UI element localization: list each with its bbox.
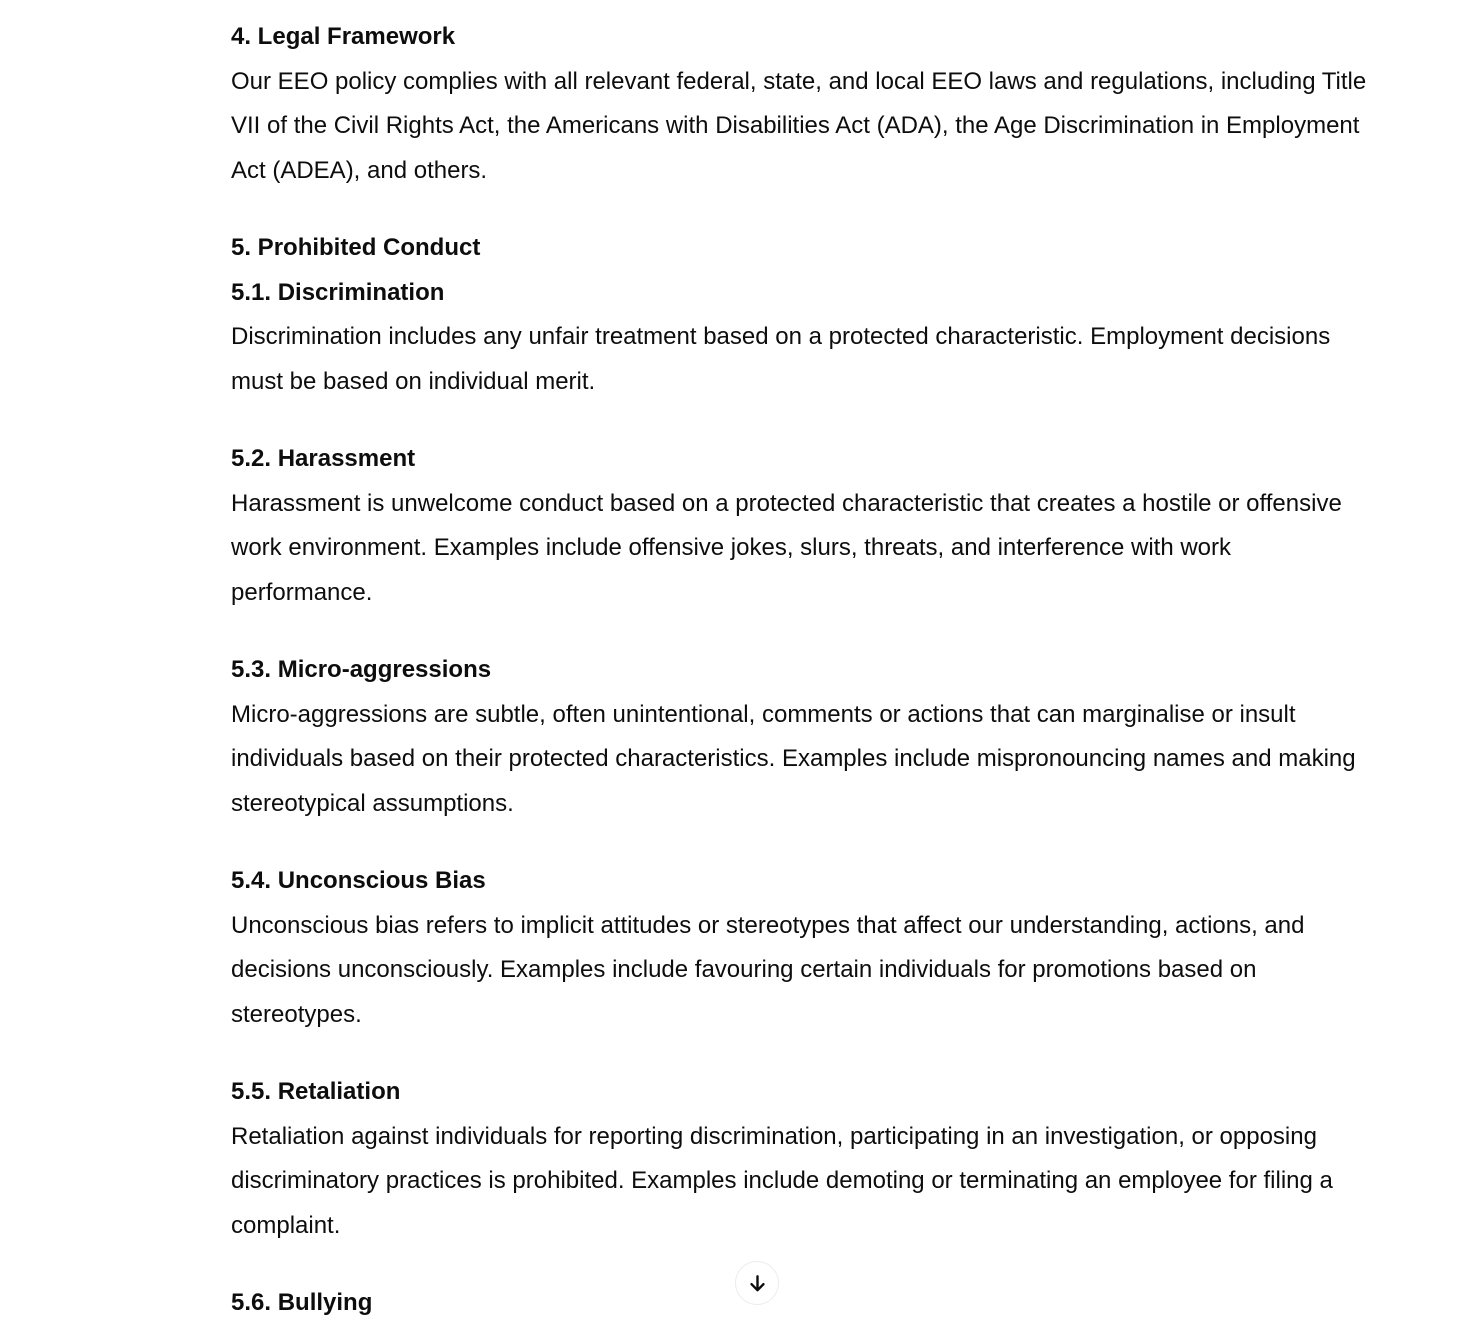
section-heading: 5.1. Discrimination (231, 278, 445, 306)
section-harassment (231, 437, 1371, 615)
section-paragraph: Unconscious bias refers to implicit attitudes or stereotypes that affect our understanding, actions, and decisions unconsciously. Examples include favouring certain individuals for promotions based on stereotypes. (231, 911, 1305, 1028)
section-heading: 4. Legal Framework (231, 23, 456, 50)
section-paragraph: Discrimination includes any unfair treatment based on a protected characteristic. Employment decisions must be based on individual merit. (231, 323, 1331, 395)
section-micro-aggressions (231, 648, 1371, 826)
section-retaliation (231, 1070, 1371, 1248)
section-bullying (231, 1281, 1371, 1326)
section-heading: 5. Prohibited Conduct (231, 234, 481, 261)
section-paragraph: Our EEO policy complies with all relevant federal, state, and local EEO laws and regulations, including Title VII of the Civil Rights Act, the Americans with Disabilities Act (ADA), the Age Discrimination in Employment Act (ADEA), and others. (231, 67, 1367, 184)
section-discrimination (231, 271, 1371, 405)
arrow-down-icon (746, 1272, 769, 1295)
section-paragraph: Retaliation against individuals for reporting discrimination, participating in an investigation, or opposing discriminatory practices is prohibited. Examples include demoting or terminating an employee for filing a complaint. (231, 1122, 1333, 1239)
section-heading: 5.6. Bullying (231, 1289, 373, 1316)
section-unconscious-bias (231, 859, 1371, 1037)
section-heading: 5.2. Harassment (231, 445, 416, 472)
section-heading: 5.5. Retaliation (231, 1078, 401, 1105)
section-legal-framework (231, 15, 1371, 193)
section-paragraph: Harassment is unwelcome conduct based on a protected characteristic that creates a hostile or offensive work environment. Examples include offensive jokes, slurs, threats, and interference with work performance. (231, 489, 1342, 606)
scroll-to-bottom-button[interactable] (735, 1261, 779, 1305)
section-heading: 5.3. Micro-aggressions (231, 656, 492, 683)
section-heading: 5.4. Unconscious Bias (231, 867, 486, 894)
section-paragraph: Micro-aggressions are subtle, often unintentional, comments or actions that can marginalise or insult individuals based on their protected characteristics. Examples include mispronouncing names and making stereotypical assumptions. (231, 700, 1356, 817)
section-prohibited-conduct (231, 226, 1371, 271)
document-content (231, 15, 1371, 1326)
